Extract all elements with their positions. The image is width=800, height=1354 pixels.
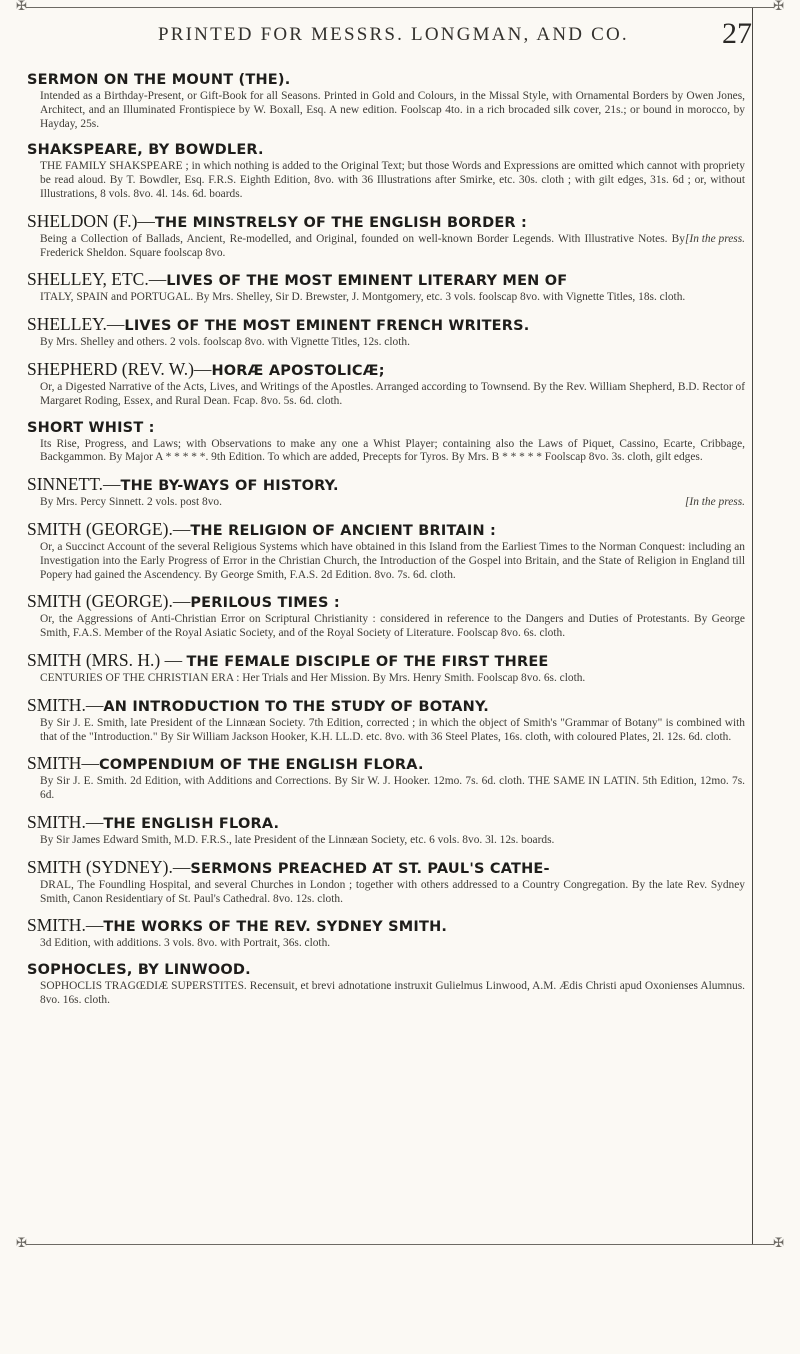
entry-description bbox=[27, 291, 745, 305]
entry-description-line: Being a Collection of Ballads, Ancient, Re-modelled, and Original, founded on well-known Border Legends. With Illustrative Notes. By Frederick Sheldon. Square foolscap 8vo. bbox=[40, 232, 685, 259]
catalogue-entry bbox=[27, 960, 745, 1008]
running-head bbox=[0, 0, 800, 62]
entry-description bbox=[27, 160, 745, 201]
entry-description-text bbox=[40, 291, 745, 305]
catalogue-entry bbox=[27, 359, 745, 409]
entry-description-text bbox=[40, 980, 745, 1008]
entry-heading bbox=[27, 269, 745, 291]
entry-title: SOPHOCLES, BY LINWOOD. bbox=[27, 962, 251, 979]
entry-author: SMITH.— bbox=[27, 694, 104, 715]
catalogue-entry bbox=[27, 753, 745, 803]
entry-description-text bbox=[40, 160, 745, 201]
entry-title: SHORT WHIST : bbox=[27, 419, 155, 436]
entry-author: SHELLEY.— bbox=[27, 314, 125, 335]
entry-description bbox=[27, 438, 745, 466]
entry-description-line: Or, a Succinct Account of the several Religious Systems which have obtained in this Island from the Earliest Times to the Norman Conquest: including an Investigation into the Early Progress of Error in the Christian Church, the Introduction of the Gospel into Britain, and the State of Religion in England till Popery had gained the Ascendency. By George Smith, F.A.S. 2d Edition. 8vo. 7s. 6d. cloth. bbox=[40, 540, 745, 581]
entry-title: PERILOUS TIMES : bbox=[190, 595, 340, 612]
entry-description bbox=[27, 496, 745, 510]
entry-description bbox=[27, 381, 745, 409]
page-number: 27 bbox=[722, 17, 752, 50]
entry-description-line: By Sir James Edward Smith, M.D. F.R.S., late President of the Linnæan Society, etc. 6 vols. 8vo. 3l. 12s. boards. bbox=[40, 833, 555, 846]
entry-description bbox=[27, 775, 745, 803]
entry-title: THE RELIGION OF ANCIENT BRITAIN : bbox=[190, 522, 497, 539]
catalogue-entry bbox=[27, 695, 745, 745]
entry-description-text bbox=[40, 775, 745, 803]
entry-description-text bbox=[40, 381, 745, 409]
rule-ornament-left: ✠ bbox=[16, 1235, 27, 1250]
entry-description bbox=[27, 834, 745, 848]
entry-author: SMITH (SYDNEY).— bbox=[27, 856, 191, 877]
rule-ornament-right: ✠ bbox=[773, 1235, 784, 1250]
entry-heading bbox=[27, 211, 745, 233]
entry-title: SERMONS PREACHED AT ST. PAUL'S CATHE- bbox=[190, 860, 550, 877]
entry-heading bbox=[27, 359, 745, 381]
entry-heading bbox=[27, 960, 745, 980]
entry-title: THE FEMALE DISCIPLE OF THE FIRST THREE bbox=[186, 653, 549, 670]
catalogue-entry bbox=[27, 915, 745, 951]
entry-heading bbox=[27, 519, 745, 541]
entry-heading bbox=[27, 591, 745, 613]
entry-description-line: THE FAMILY SHAKSPEARE ; in which nothing is added to the Original Text; but those Words and Expressions are omitted which cannot with propriety be read aloud. By T. Bowdler, Esq. F.R.S. Eighth Edition, 8vo. with 36 Illustrations after Smirke, etc. 30s. cloth ; with gilt edges, 31s. 6d ; or, without Illustrations, 8 vols. 8vo. 4l. 14s. 6d. boards. bbox=[40, 160, 745, 200]
entry-title: AN INTRODUCTION TO THE STUDY OF BOTANY. bbox=[103, 698, 489, 715]
entry-heading bbox=[27, 70, 745, 90]
rule-ornament-left: ✠ bbox=[16, 0, 27, 13]
entry-heading bbox=[27, 474, 745, 496]
entry-description-line: By Mrs. Percy Sinnett. 2 vols. post 8vo. bbox=[40, 496, 222, 509]
entry-description bbox=[27, 336, 745, 350]
entry-description-text bbox=[40, 834, 745, 848]
entry-description-text bbox=[40, 717, 745, 745]
catalogue-entry bbox=[27, 650, 745, 686]
entry-heading bbox=[27, 915, 745, 937]
entry-title: THE WORKS OF THE REV. SYDNEY SMITH. bbox=[103, 919, 448, 936]
entry-description-text bbox=[40, 233, 745, 261]
catalogue-entry bbox=[27, 314, 745, 350]
catalogue-entries bbox=[27, 70, 745, 1017]
catalogue-entry bbox=[27, 474, 745, 510]
catalogue-entry bbox=[27, 857, 745, 907]
entry-author: SMITH (GEORGE).— bbox=[27, 518, 191, 539]
entry-description-line: By Mrs. Shelley and others. 2 vols. foolscap 8vo. with Vignette Titles, 12s. cloth. bbox=[40, 336, 410, 349]
entry-description bbox=[27, 937, 745, 951]
entry-author: SMITH— bbox=[27, 753, 99, 774]
entry-description bbox=[27, 233, 745, 261]
catalogue-entry bbox=[27, 591, 745, 641]
entry-description bbox=[27, 541, 745, 582]
entry-description-text bbox=[40, 90, 745, 131]
entry-description bbox=[27, 717, 745, 745]
entry-title: LIVES OF THE MOST EMINENT FRENCH WRITERS. bbox=[124, 318, 530, 335]
entry-author: SMITH (GEORGE).— bbox=[27, 591, 191, 612]
entry-description-line: By Sir J. E. Smith, late President of the Linnæan Society. 7th Edition, corrected ; in which the object of Smith's "Grammar of Botany" is combined with that of the "Introduction." By Sir William Jackson Hooker, K.H. LL.D. etc. 8vo. with 36 Steel Plates, 16s. cloth, with coloured Plates, 2l. 12s. 6d. cloth. bbox=[40, 716, 745, 743]
entry-title: SERMON ON THE MOUNT (THE). bbox=[27, 72, 291, 88]
running-head-title: PRINTED FOR MESSRS. LONGMAN, AND CO. bbox=[158, 24, 629, 45]
entry-heading bbox=[27, 650, 745, 672]
entry-title: LIVES OF THE MOST EMINENT LITERARY MEN OF bbox=[166, 273, 568, 290]
entry-description-text bbox=[40, 438, 745, 466]
entry-description-line: Its Rise, Progress, and Laws; with Observations to make any one a Whist Player; containing also the Laws of Piquet, Cassino, Ecarte, Cribbage, Backgammon. By Major A * * * * *. 9th Edition. To which are added, Precepts for Tyros. By Mrs. B * * * * * Foolscap 8vo. 3s. cloth, gilt edges. bbox=[40, 437, 745, 464]
entry-author: SHELLEY, ETC.— bbox=[27, 269, 167, 290]
catalogue-entry bbox=[27, 140, 745, 201]
entry-description-text bbox=[40, 336, 745, 350]
entry-description-text bbox=[40, 541, 745, 582]
entry-description-line: 3d Edition, with additions. 3 vols. 8vo. with Portrait, 36s. cloth. bbox=[40, 937, 331, 950]
entry-author: SINNETT.— bbox=[27, 474, 121, 495]
entry-description bbox=[27, 879, 745, 907]
entry-description-line: Or, the Aggressions of Anti-Christian Error on Scriptural Christianity : considered in reference to the Dangers and Duties of Protestants. By George Smith, F.A.S. Member of the Royal Asiatic Society, and of the Royal Society of Literature. Foolscap 8vo. 6s. cloth. bbox=[40, 613, 745, 640]
in-press-note: [In the press. bbox=[684, 496, 745, 509]
catalogue-entry bbox=[27, 812, 745, 848]
entry-title: SHAKSPEARE, BY BOWDLER. bbox=[27, 142, 264, 159]
entry-description-text bbox=[40, 937, 745, 951]
catalogue-entry bbox=[27, 211, 745, 261]
entry-heading bbox=[27, 812, 745, 834]
right-margin-rule bbox=[752, 8, 753, 1244]
entry-heading bbox=[27, 857, 745, 879]
entry-heading bbox=[27, 753, 745, 775]
entry-heading bbox=[27, 314, 745, 336]
entry-description-line: Intended as a Birthday-Present, or Gift-Book for all Seasons. Printed in Gold and Colours, in the Missal Style, with Ornamental Borders by Owen Jones, Architect, and an Illuminated Frontispiece by W. Boxall, Esq. A new edition. Foolscap 4to. in a rich brocaded silk cover, 21s.; or bound in morocco, by Hayday, 25s. bbox=[40, 90, 745, 130]
entry-description bbox=[27, 980, 745, 1008]
entry-description bbox=[27, 90, 745, 131]
bottom-rule bbox=[16, 1235, 784, 1250]
entry-title: THE BY-WAYS OF HISTORY. bbox=[120, 478, 339, 495]
entry-heading bbox=[27, 418, 745, 438]
entry-author: SMITH (MRS. H.) — bbox=[27, 649, 187, 670]
entry-description-text bbox=[40, 496, 745, 510]
entry-description bbox=[27, 672, 745, 686]
entry-description bbox=[27, 613, 745, 641]
entry-description-line: Or, a Digested Narrative of the Acts, Lives, and Writings of the Apostles. Arranged according to Townsend. By the Rev. William Shepherd, B.D. Rector of Margaret Roding, Essex, and Rural Dean. Fcap. 8vo. 5s. 6d. cloth. bbox=[40, 380, 745, 407]
entry-description-text bbox=[40, 613, 745, 641]
catalogue-entry bbox=[27, 269, 745, 305]
entry-heading bbox=[27, 140, 745, 160]
entry-author: SHEPHERD (REV. W.)— bbox=[27, 358, 212, 379]
entry-title: HORÆ APOSTOLICÆ; bbox=[211, 362, 385, 379]
entry-title: THE MINSTRELSY OF THE ENGLISH BORDER : bbox=[154, 214, 528, 231]
entry-description-text bbox=[40, 879, 745, 907]
in-press-note: [In the press. bbox=[684, 232, 745, 245]
entry-description-line: DRAL, The Foundling Hospital, and several Churches in London ; together with others addressed to a Country Congregation. By the late Rev. Sydney Smith, Canon Residentiary of St. Paul's Cathedral. 8vo. 12s. cloth. bbox=[40, 878, 745, 905]
rule-ornament-right: ✠ bbox=[773, 0, 784, 13]
entry-description-line: ITALY, SPAIN and PORTUGAL. By Mrs. Shelley, Sir D. Brewster, J. Montgomery, etc. 3 vols. foolscap 8vo. with Vignette Titles, 18s. cloth. bbox=[40, 291, 686, 304]
entry-author: SMITH.— bbox=[27, 811, 104, 832]
entry-author: SHELDON (F.)— bbox=[27, 210, 155, 231]
entry-description-line: SOPHOCLIS TRAGŒDIÆ SUPERSTITES. Recensuit, et brevi adnotatione instruxit Gulielmus Linwood, A.M. Ædis Christi apud Oxonienses Alumnus. 8vo. 16s. cloth. bbox=[40, 980, 745, 1006]
catalogue-entry bbox=[27, 70, 745, 131]
catalogue-entry bbox=[27, 418, 745, 466]
entry-author: SMITH.— bbox=[27, 915, 104, 936]
entry-title: COMPENDIUM OF THE ENGLISH FLORA. bbox=[98, 757, 424, 774]
catalogue-entry bbox=[27, 519, 745, 582]
entry-title: THE ENGLISH FLORA. bbox=[103, 815, 280, 832]
entry-description-line: By Sir J. E. Smith. 2d Edition, with Additions and Corrections. By Sir W. J. Hooker. 12mo. 7s. 6d. cloth. THE SAME IN LATIN. 5th Edition, 12mo. 7s. 6d. bbox=[40, 775, 745, 802]
entry-description-line: CENTURIES OF THE CHRISTIAN ERA : Her Trials and Her Mission. By Mrs. Henry Smith. Foolscap 8vo. 6s. cloth. bbox=[40, 671, 586, 684]
entry-heading bbox=[27, 695, 745, 717]
entry-description-text bbox=[40, 672, 745, 686]
